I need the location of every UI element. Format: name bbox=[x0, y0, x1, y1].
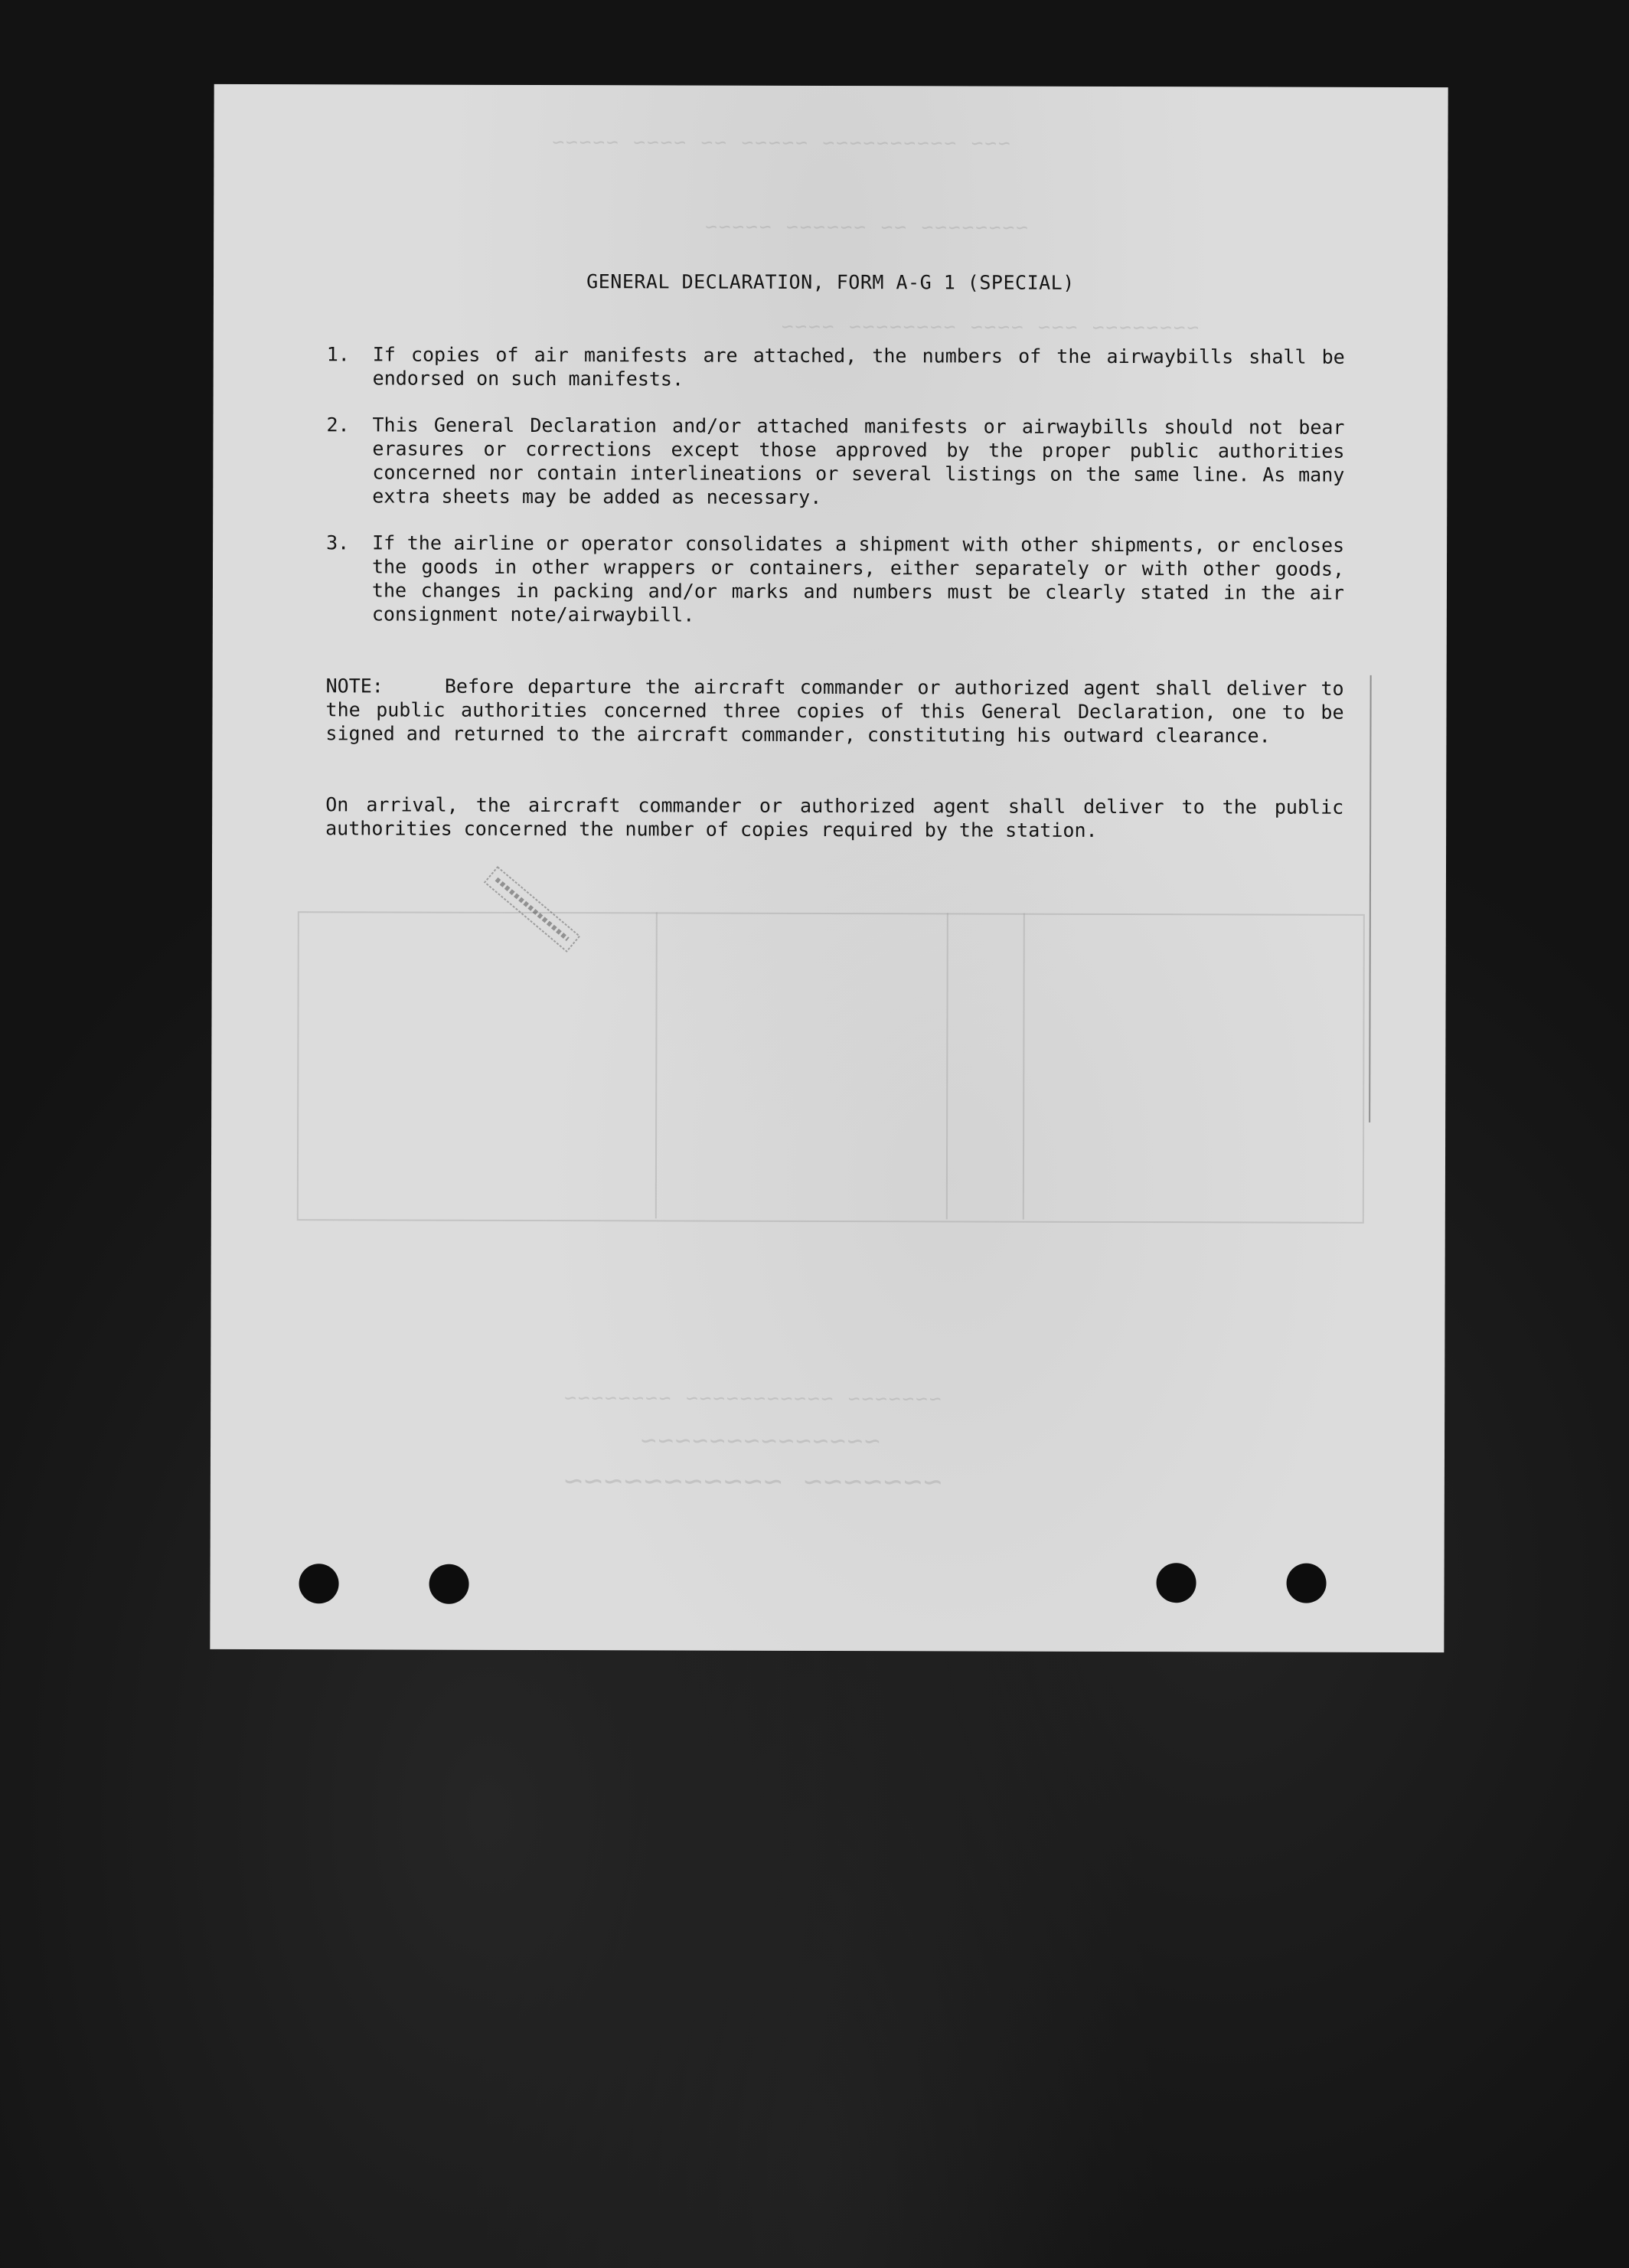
instruction-item bbox=[327, 342, 1345, 392]
instruction-item bbox=[326, 413, 1344, 510]
item-number: 1. bbox=[326, 343, 350, 366]
arrival-paragraph: On arrival, the aircraft commander or authorized agent shall deliver to the public authorities concerned the number of copies required by the station. bbox=[325, 793, 1344, 842]
note-label: NOTE: bbox=[325, 675, 384, 698]
show-through-text: ~~~~~~~ ~~~~~~~~~~~ ~~~~~~~~ bbox=[563, 1387, 942, 1411]
note-paragraph bbox=[325, 674, 1343, 747]
instruction-item bbox=[326, 531, 1344, 628]
show-through-text: ~~~ ~~~~~~~~~~ ~~~~~ ~~ ~~~~ ~~~~~ bbox=[550, 131, 1010, 155]
item-number: 2. bbox=[326, 413, 350, 436]
show-through-table bbox=[297, 911, 1365, 1224]
punch-hole bbox=[1156, 1563, 1196, 1603]
punch-hole bbox=[299, 1564, 338, 1603]
note-text: Before departure the aircraft commander or authorized agent shall deliver to the public authorities concerned three copies of this General Declaration, one to be signed and returned to the aircraft commander, constituting his outward clearance. bbox=[325, 675, 1344, 747]
form-title: GENERAL DECLARATION, FORM A-G 1 (SPECIAL) bbox=[586, 270, 1075, 294]
item-text: This General Declaration and/or attached manifests or airwaybills should not bear erasures or corrections except those approved by the proper public authorities concerned nor contain interlineations or several listings on the same line. As many extra sheets may be added as necessary. bbox=[372, 413, 1345, 508]
note-border-line bbox=[1369, 675, 1372, 1123]
document-page bbox=[210, 84, 1448, 1652]
item-number: 3. bbox=[326, 531, 350, 554]
item-text: If the airline or operator consolidates a shipment with other shipments, or encloses the goods in other wrappers or containers, either separately or with other goods, the changes in packing and/or marks and numbers must be clearly stated in the air consignment note/airwaybill. bbox=[371, 531, 1345, 626]
item-text: If copies of air manifests are attached, the numbers of the airwaybills shall be endorsed on such manifests. bbox=[372, 343, 1345, 391]
punch-hole bbox=[429, 1564, 468, 1604]
show-through-text: ~~~~~~~~ ~~ ~~~~~~ ~~~~~ bbox=[704, 215, 1028, 240]
show-through-text: ~~~~~~~ ~~~~~~~~~~~ bbox=[562, 1463, 942, 1500]
show-through-text: ~~~~~~~~ ~~~ ~~~~ ~~~~~~~~ ~~~~ bbox=[779, 315, 1200, 340]
punch-hole bbox=[1286, 1564, 1326, 1603]
show-through-text: ~~~~~~~~~~~~~~ bbox=[638, 1425, 880, 1457]
